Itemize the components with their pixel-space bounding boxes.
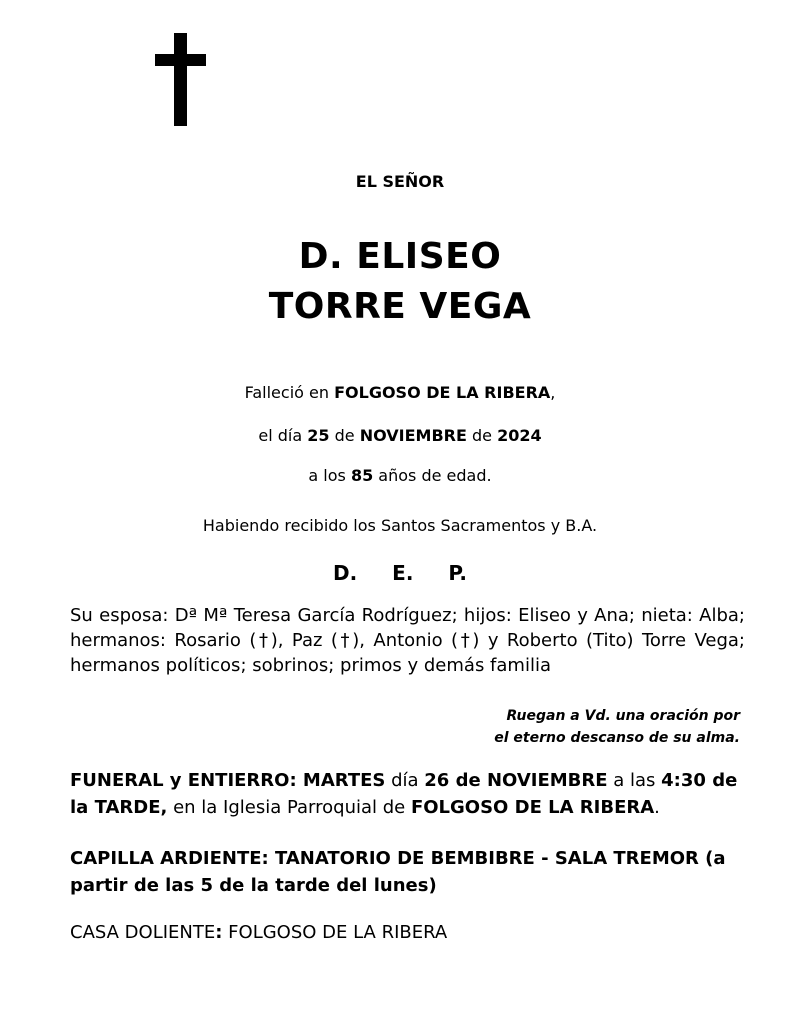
prayer-request (494, 705, 740, 749)
cross-horizontal-bar (155, 54, 206, 66)
sacraments-line: Habiendo recibido los Santos Sacramentos y B.A. (202, 516, 598, 535)
family-list: Su esposa: Dª Mª Teresa García Rodríguez; hijos: Eliseo y Ana; nieta: Alba; hermanos: Rosario (†), Paz (†), Antonio (†) y Roberto (Tito) Torre Vega; hermanos políticos; sobrinos; primos y demás familia (70, 605, 745, 676)
age-line: a los 85 años de edad. (308, 466, 492, 485)
honorific-title: EL SEÑOR (355, 172, 445, 191)
death-place-line: Falleció en FOLGOSO DE LA RIBERA, (244, 383, 556, 402)
death-month: NOVIEMBRE (359, 426, 467, 445)
cross-icon (155, 33, 206, 126)
death-place: FOLGOSO DE LA RIBERA (334, 383, 551, 402)
death-day: 25 (307, 426, 330, 445)
funeral-place: FOLGOSO DE LA RIBERA (410, 797, 655, 818)
deceased-surname: TORRE VEGA (268, 286, 532, 327)
house-info: CASA DOLIENTE: FOLGOSO DE LA RIBERA (70, 922, 448, 943)
prayer-line-1: Ruegan a Vd. una oración por (506, 708, 740, 724)
deceased-first-name: D. ELISEO (298, 236, 502, 277)
prayer-line-2: el eterno descanso de su alma. (494, 730, 740, 746)
cross-vertical-bar (174, 33, 187, 126)
funeral-date: 26 de NOVIEMBRE (424, 770, 608, 791)
death-year: 2024 (497, 426, 542, 445)
funeral-info: FUNERAL y ENTIERRO: MARTES día 26 de NOVIEMBRE a las 4:30 de la TARDE, en la Iglesia Parroquial de FOLGOSO DE LA RIBERA. (70, 770, 738, 818)
funeral-time: 4:30 de la TARDE, (70, 770, 738, 818)
chapel-info: CAPILLA ARDIENTE: TANATORIO DE BEMBIBRE - SALA TREMOR (a partir de las 5 de la tarde del lunes) (70, 848, 726, 896)
age-value: 85 (350, 466, 374, 485)
funeral-label: FUNERAL y ENTIERRO: MARTES (70, 770, 386, 791)
dep-abbreviation: D. E. P. (333, 561, 467, 585)
death-date-line: el día 25 de NOVIEMBRE de 2024 (258, 426, 542, 445)
